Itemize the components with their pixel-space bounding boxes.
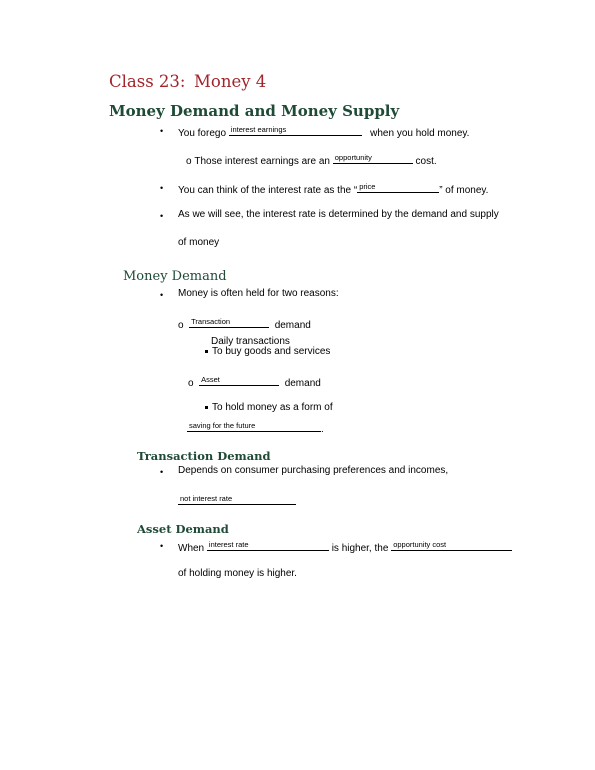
intro-bullet-2: You can think of the interest rate as the “ price ” of money. bbox=[178, 182, 489, 196]
bullet-icon: • bbox=[160, 211, 164, 221]
intro-bullet-3-line-2: of money bbox=[178, 237, 220, 248]
square-bullet-icon bbox=[205, 406, 208, 409]
transaction-demand-fill bbox=[178, 493, 296, 508]
intro-bullet-3-line-1: As we will see, the interest rate is determined by the demand and supply bbox=[178, 209, 499, 220]
page-title: Money 4 bbox=[194, 72, 267, 91]
fill-blank: Transaction bbox=[189, 316, 269, 328]
transaction-demand-item: o Transaction demand bbox=[178, 317, 311, 331]
fill-blank: Asset bbox=[199, 374, 279, 386]
bullet-icon: • bbox=[160, 183, 164, 193]
asset-demand-line-2: of holding money is higher. bbox=[178, 568, 297, 579]
transaction-demand-heading: Transaction Demand bbox=[137, 449, 271, 463]
bullet-icon: • bbox=[160, 467, 164, 477]
asset-demand-heading: Asset Demand bbox=[137, 522, 229, 536]
fill-blank: opportunity bbox=[333, 152, 413, 164]
fill-blank: price bbox=[357, 181, 439, 193]
fill-blank: interest earnings bbox=[229, 124, 362, 136]
section-heading: Money Demand and Money Supply bbox=[109, 102, 400, 120]
asset-demand-bullet: When interest rate is higher, the opportunity cost bbox=[178, 539, 512, 554]
bullet-icon: • bbox=[160, 290, 164, 300]
asset-sub-bullet: To hold money as a form of bbox=[205, 402, 333, 413]
transaction-sub-bullet: To buy goods and services bbox=[205, 346, 330, 357]
square-bullet-icon bbox=[205, 350, 208, 353]
fill-blank: saving for the future bbox=[187, 420, 321, 432]
intro-sub-bullet-1: o Those interest earnings are an opportunity cost. bbox=[186, 153, 437, 167]
bullet-icon: • bbox=[160, 541, 164, 551]
money-demand-heading: Money Demand bbox=[123, 269, 227, 284]
money-demand-bullet: Money is often held for two reasons: bbox=[178, 288, 339, 299]
asset-demand-item: o Asset demand bbox=[188, 375, 321, 389]
fill-blank: not interest rate bbox=[178, 493, 296, 505]
transaction-note: Daily transactions bbox=[211, 336, 290, 347]
fill-blank: opportunity cost bbox=[391, 539, 512, 551]
asset-sub-fill: saving for the future . bbox=[189, 421, 324, 435]
bullet-icon: • bbox=[160, 126, 164, 136]
class-number: Class 23: bbox=[109, 72, 186, 91]
intro-bullet-1: You forego interest earnings when you hold money. bbox=[178, 125, 470, 139]
transaction-demand-bullet: Depends on consumer purchasing preferences and incomes, bbox=[178, 465, 449, 476]
fill-blank: interest rate bbox=[207, 539, 329, 551]
